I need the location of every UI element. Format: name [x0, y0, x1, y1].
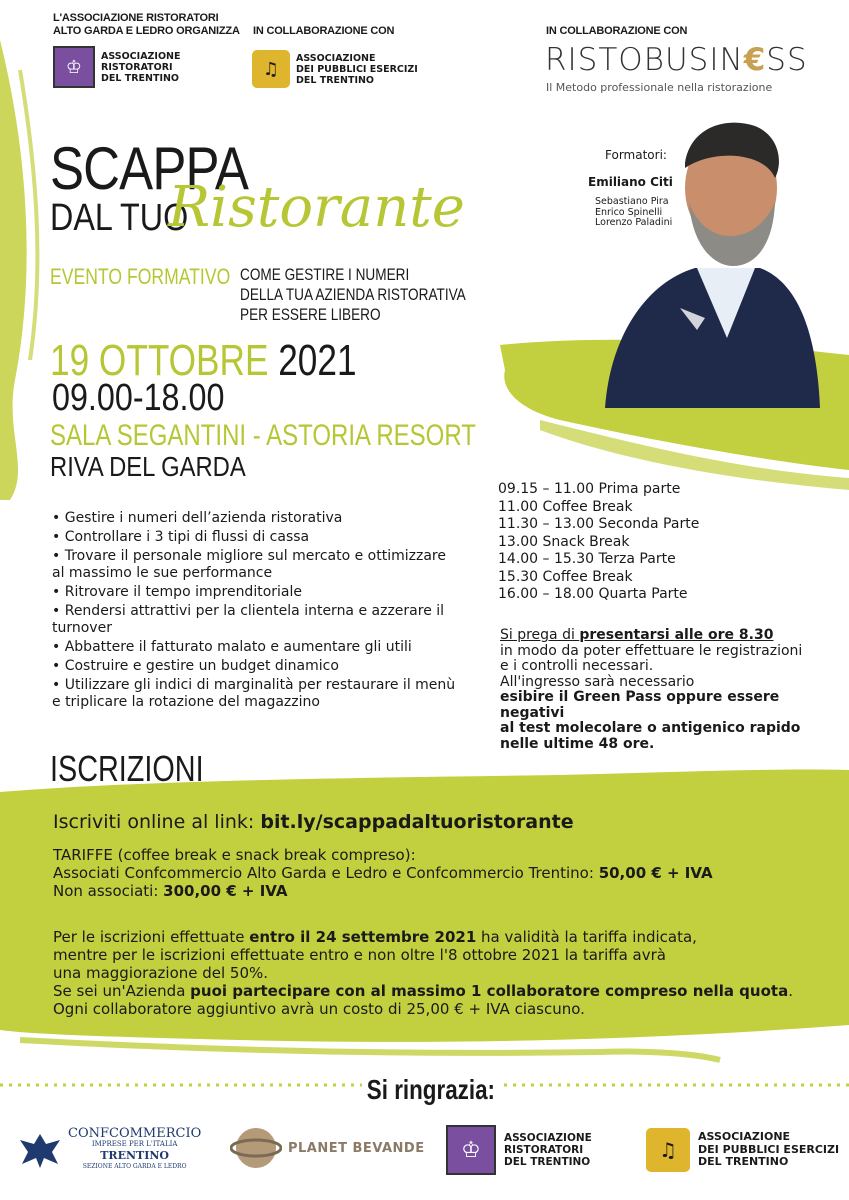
terms-text: ha validità la tariffa indicata, — [476, 928, 697, 946]
notice-bold-line: esibire il Green Pass oppure essere negativi — [500, 689, 780, 721]
sponsor-planet-bevande — [230, 1122, 425, 1174]
topic-text: Ritrovare il tempo imprenditoriale — [64, 584, 302, 600]
logo-line: ASSOCIAZIONE — [101, 50, 181, 62]
logo-line: DEL TRENTINO — [296, 74, 375, 86]
topic-text: Controllare i 3 tipi di flussi di cassa — [64, 529, 310, 545]
ristobusiness-logo — [545, 42, 808, 78]
event-subtitle-line: PER ESSERE LIBERO — [240, 305, 381, 324]
logo-ristoratori-header — [53, 46, 180, 88]
ristobusiness-tagline: Il Metodo professionale nella ristorazione — [546, 81, 773, 94]
schedule-item: 16.00 – 18.00 Quarta Parte — [498, 586, 688, 602]
terms-line1 — [53, 928, 838, 946]
terms-text: Per le iscrizioni effettuate — [53, 928, 250, 946]
notice-time: presentarsi alle ore 8.30 — [579, 627, 774, 643]
ristobusiness-logo-text: RISTOBUSIN — [545, 42, 744, 78]
event-city: RIVA DEL GARDA — [50, 451, 246, 482]
esercizi-logo-icon: ♫ — [646, 1128, 690, 1172]
pricing-associati — [53, 864, 833, 882]
registration-heading: ISCRIZIONI — [50, 748, 204, 789]
topic-item: • Rendersi attrattivi per la clientela interna e azzerare il turnover — [52, 603, 445, 636]
sponsor-esercizi — [646, 1128, 839, 1172]
sponsor-text: SEZIONE ALTO GARDA E LEDRO — [82, 1163, 187, 1170]
notice-pre: Si prega di — [500, 627, 580, 643]
sponsor-confcommercio — [18, 1128, 201, 1172]
topic-text: Abbattere il fatturato malato e aumentare gli utili — [64, 639, 412, 655]
logo-line: DEL TRENTINO — [698, 1155, 789, 1169]
schedule-item: 13.00 Snack Break — [498, 533, 630, 550]
organizer-title — [53, 12, 240, 38]
schedule-item: 09.15 – 11.00 Prima parte — [498, 481, 681, 497]
logo-line: DEI PUBBLICI ESERCIZI — [698, 1142, 840, 1156]
organizer-title-line2: ALTO GARDA E LEDRO ORGANIZZA — [53, 25, 240, 37]
schedule-item: 11.00 Coffee Break — [498, 498, 633, 515]
notice-bold-line: nelle ultime 48 ore. — [500, 735, 655, 752]
event-subtitle — [240, 265, 466, 325]
thanks-label: Si ringrazia: — [362, 1075, 500, 1105]
terms-line4 — [53, 982, 838, 1000]
notice-line: in modo da poter effettuare le registrazioni — [500, 642, 803, 659]
topic-item: • Abbattere il fatturato malato e aumentare gli utili — [52, 639, 412, 655]
ristobusiness-logo-e: € — [743, 42, 767, 78]
sponsor-text: TRENTINO — [100, 1149, 169, 1162]
terms-bold: puoi partecipare con al massimo 1 collaboratore compreso nella quota — [190, 982, 789, 1000]
topic-text: Rendersi attrattivi per la clientela interna e azzerare il turnover — [52, 603, 445, 636]
event-time: 09.00-18.00 — [52, 377, 225, 419]
topic-text: Utilizzare gli indici di marginalità per restaurare il menù e triplicare la rotazione del magazzino — [52, 677, 456, 710]
ristoratori-logo-icon: ♔ — [53, 46, 95, 88]
topic-item: • Ritrovare il tempo imprenditoriale — [52, 584, 302, 600]
pricing-block — [53, 846, 833, 900]
logo-line: DEI PUBBLICI ESERCIZI — [296, 63, 418, 75]
schedule-item: 14.00 – 15.30 Terza Parte — [498, 551, 676, 567]
notice-line: e i controlli necessari. — [500, 658, 654, 674]
collab-label-2: IN COLLABORAZIONE CON — [546, 25, 688, 37]
topic-text: Trovare il personale migliore sul mercato e ottimizzare al massimo le sue performance — [52, 548, 446, 581]
logo-line: RISTORATORI — [101, 61, 173, 73]
pricing-associati-price: 50,00 € + IVA — [598, 864, 713, 882]
terms-line: Ogni collaboratore aggiuntivo avrà un costo di 25,00 € + IVA ciascuno. — [53, 1000, 585, 1018]
topic-item: • Controllare i 3 tipi di flussi di cassa — [52, 529, 310, 545]
pricing-heading: TARIFFE (coffee break e snack break compreso): — [53, 846, 416, 864]
sponsor-text: PLANET BEVANDE — [288, 1140, 425, 1156]
sponsor-text: CONFCOMMERCIO — [68, 1126, 202, 1141]
event-date-day: 19 OTTOBRE — [50, 336, 269, 385]
topic-item: • Trovare il personale migliore sul mercato e ottimizzare al massimo le sue performance — [52, 548, 446, 581]
schedule-item: 11.30 – 13.00 Seconda Parte — [498, 516, 700, 532]
organizer-title-line1: L'ASSOCIAZIONE RISTORATORI — [53, 12, 219, 24]
notice — [500, 628, 845, 752]
trainer-photo — [585, 108, 825, 408]
notice-bold-line: al test molecolare o antigenico rapido — [500, 720, 801, 736]
registration-link-label: Iscriviti online al link: — [53, 811, 261, 833]
logo-line: RISTORATORI — [504, 1144, 584, 1156]
logo-line: DEL TRENTINO — [504, 1156, 591, 1168]
terms-text: Se sei un'Azienda — [53, 982, 191, 1000]
sponsor-text: IMPRESE PER L'ITALIA — [91, 1140, 178, 1148]
logo-esercizi-header — [252, 50, 418, 88]
collab-label-1: IN COLLABORAZIONE CON — [253, 25, 395, 37]
planet-icon — [230, 1122, 282, 1174]
logo-line: ASSOCIAZIONE — [296, 52, 376, 64]
registration-link[interactable]: bit.ly/scappadaltuoristorante — [260, 811, 574, 833]
topic-text: Gestire i numeri dell’azienda ristorativa — [64, 510, 343, 526]
schedule-item: 15.30 Coffee Break — [498, 568, 633, 585]
trainer-name: Lorenzo Paladini — [595, 217, 673, 228]
ristoratori-logo-icon: ♔ — [446, 1125, 496, 1175]
logo-line: DEL TRENTINO — [101, 72, 180, 84]
schedule-list — [498, 481, 699, 604]
logo-line: ASSOCIAZIONE — [504, 1132, 592, 1144]
esercizi-logo-icon: ♫ — [252, 50, 290, 88]
topic-item: • Utilizzare gli indici di marginalità per restaurare il menù e triplicare la rotazione del magazzino — [52, 677, 456, 710]
registration-terms — [53, 928, 838, 1018]
logo-line: ASSOCIAZIONE — [698, 1130, 791, 1144]
pricing-non-associati-price: 300,00 € + IVA — [163, 882, 288, 900]
event-title-line1: SCAPPA — [50, 135, 249, 202]
event-title-line2: DAL TUO — [50, 197, 189, 239]
event-title-script: Ristorante — [168, 175, 465, 240]
topic-item: • Gestire i numeri dell’azienda ristorativa — [52, 510, 343, 526]
trainer-main: Emiliano Citi — [588, 175, 673, 189]
terms-text: . — [788, 982, 793, 1000]
topics-list — [52, 510, 457, 713]
event-kind: EVENTO FORMATIVO — [50, 264, 231, 289]
terms-deadline: entro il 24 settembre 2021 — [249, 928, 477, 946]
topic-item: • Costruire e gestire un budget dinamico — [52, 658, 339, 674]
ristobusiness-logo-text-end: SS — [766, 42, 808, 78]
trainer-name: Sebastiano Pira — [595, 196, 669, 207]
trainer-name: Enrico Spinelli — [595, 206, 663, 218]
eagle-icon — [18, 1130, 62, 1170]
terms-line: mentre per le iscrizioni effettuate entro e non oltre l'8 ottobre 2021 la tariffa avrà — [53, 946, 666, 964]
terms-line: una maggiorazione del 50%. — [53, 964, 269, 982]
notice-line: All'ingresso sarà necessario — [500, 673, 695, 690]
trainers-label: Formatori: — [605, 148, 667, 162]
event-date-year: 2021 — [278, 336, 357, 385]
topic-text: Costruire e gestire un budget dinamico — [64, 658, 339, 674]
notice-line1 — [500, 628, 845, 644]
pricing-non-associati-label: Non associati: — [53, 882, 164, 900]
event-subtitle-line: DELLA TUA AZIENDA RISTORATIVA — [240, 285, 466, 304]
pricing-associati-label: Associati Confcommercio Alto Garda e Ledro e Confcommercio Trentino: — [53, 864, 599, 882]
registration-link-line — [53, 811, 574, 833]
pricing-non-associati — [53, 882, 833, 900]
event-venue: SALA SEGANTINI - ASTORIA RESORT — [50, 419, 476, 452]
event-subtitle-line: COME GESTIRE I NUMERI — [240, 265, 410, 284]
sponsor-ristoratori — [446, 1125, 592, 1175]
